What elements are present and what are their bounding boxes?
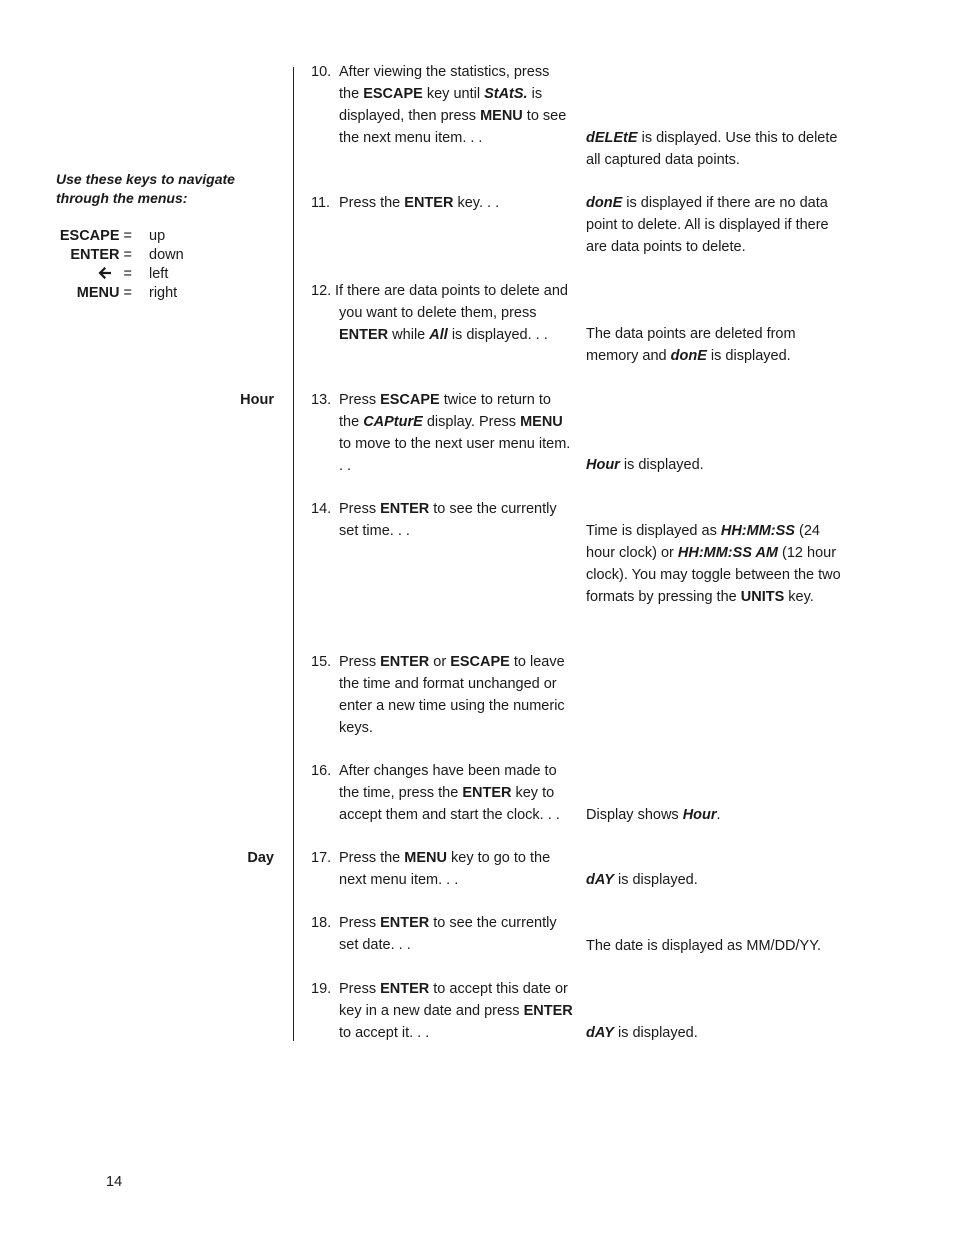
step-18: 18. Press ENTER to see the currently set date. . . (311, 915, 557, 953)
result-18: The date is displayed as MM/DD/YY. (586, 938, 822, 954)
key-escape: ESCAPE = up (59, 228, 166, 244)
nav-keys-legend (56, 227, 256, 303)
step-14: 14. Press ENTER to see the currently set time. . . (311, 501, 557, 539)
result-10: dELEtE is displayed. Use this to delete all captured data points. (586, 130, 838, 168)
result-14: Time is displayed as HH:MM:SS (24 hour clock) or HH:MM:SS AM (12 hour clock). You may toggle between the two formats by pressing the UNITS key. (586, 523, 841, 605)
nav-keys-heading: Use these keys to navigate through the menus: (56, 171, 235, 206)
column-divider (293, 67, 294, 1041)
section-heading-hour: Hour (240, 392, 274, 408)
step-15: 15. Press ENTER or ESCAPE to leave the time and format unchanged or enter a new time using the numeric keys. (311, 654, 565, 736)
result-17: dAY is displayed. (586, 872, 698, 888)
result-16: Display shows Hour. (586, 807, 721, 823)
step-19: 19. Press ENTER to accept this date or key in a new date and press ENTER to accept it. . . (311, 981, 573, 1041)
section-heading-day: Day (247, 850, 274, 866)
step-13: 13. Press ESCAPE twice to return to the CAPturE display. Press MENU to move to the next user menu item. . . (311, 392, 571, 474)
key-menu: MENU = right (76, 285, 178, 301)
step-12: 12. If there are data points to delete and you want to delete them, press ENTER while All is displayed. . . (311, 283, 568, 343)
result-13: Hour is displayed. (586, 457, 704, 473)
key-left-arrow: = left (56, 265, 256, 284)
result-19: dAY is displayed. (586, 1025, 698, 1041)
key-enter: ENTER = down (70, 247, 184, 263)
result-12: The data points are deleted from memory and donE is displayed. (586, 326, 796, 364)
step-11: 11. Press the ENTER key. . . (311, 195, 500, 211)
step-17: 17. Press the MENU key to go to the next menu item. . . (311, 850, 551, 888)
result-11: donE is displayed if there are no data point to delete. All is displayed if there are data points to delete. (586, 195, 829, 255)
step-10: 10. After viewing the statistics, press the ESCAPE key until StAtS. is displayed, then press MENU to see the next menu item. . . (311, 64, 567, 146)
step-16: 16. After changes have been made to the time, press the ENTER key to accept them and start the clock. . . (311, 763, 560, 823)
left-arrow-icon (98, 267, 111, 279)
page-number: 14 (106, 1174, 123, 1190)
